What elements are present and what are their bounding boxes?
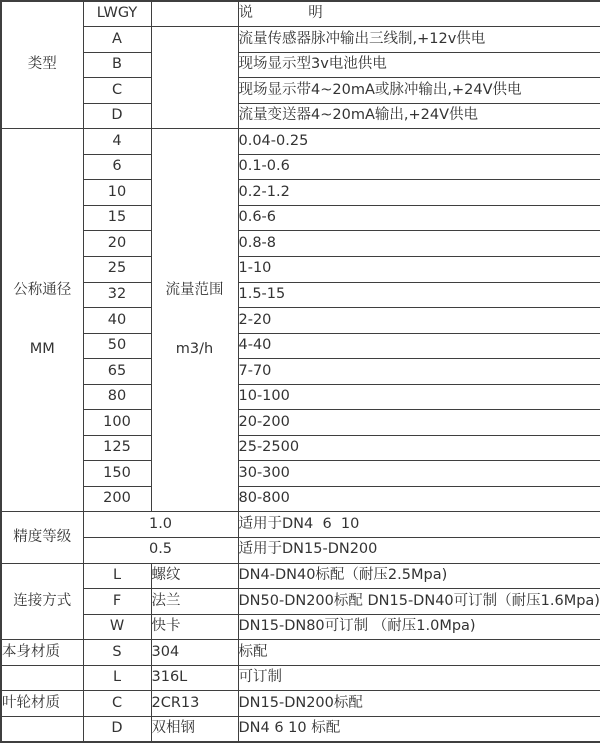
table-row: [1, 537, 600, 563]
table-row: [1, 614, 600, 640]
flow-range-cell: 0.04-0.25: [238, 129, 600, 155]
body-material-desc-cell: 可订制: [238, 665, 600, 691]
table-row: [1, 154, 600, 180]
diameter-code-cell: 15: [83, 205, 151, 231]
model-code-cell: LWGY: [83, 1, 151, 27]
connection-desc-cell: DN4-DN40标配（耐压2.5Mpa): [238, 563, 600, 589]
flow-range-cell: 2-20: [238, 308, 600, 334]
diameter-code-cell: 125: [83, 435, 151, 461]
diameter-code-cell: 25: [83, 256, 151, 282]
empty-cell: [151, 1, 238, 27]
section-label-impeller-material: 叶轮材质: [1, 691, 83, 717]
table-row: [1, 691, 600, 717]
flow-range-cell: 0.1-0.6: [238, 154, 600, 180]
impeller-code-cell: C: [83, 691, 151, 717]
flow-range-cell: 20-200: [238, 410, 600, 436]
flow-range-label-line2: m3/h: [175, 340, 214, 357]
diameter-code-cell: 10: [83, 180, 151, 206]
flow-range-cell: 1-10: [238, 256, 600, 282]
diameter-label-line1: 公称通径: [13, 282, 72, 299]
connection-code-cell: L: [83, 563, 151, 589]
table-row: [1, 231, 600, 257]
table-row: [1, 1, 600, 27]
connection-code-cell: F: [83, 589, 151, 615]
table-row: [1, 78, 600, 104]
connection-name-cell: 快卡: [151, 614, 238, 640]
flow-range-cell: 7-70: [238, 359, 600, 385]
connection-desc-cell: DN50-DN200标配 DN15-DN40可订制（耐压1.6Mpa): [238, 589, 600, 615]
diameter-code-cell: 100: [83, 410, 151, 436]
table-row: [1, 410, 600, 436]
diameter-code-cell: 50: [83, 333, 151, 359]
accuracy-value-cell: 1.0: [83, 512, 238, 538]
table-row: [1, 384, 600, 410]
flow-range-cell: 0.6-6: [238, 205, 600, 231]
flow-range-cell: 80-800: [238, 486, 600, 512]
diameter-code-cell: 200: [83, 486, 151, 512]
table-row: [1, 716, 600, 742]
flow-range-cell: 25-2500: [238, 435, 600, 461]
flow-range-cell: 10-100: [238, 384, 600, 410]
section-label-diameter: [1, 129, 83, 512]
type-desc-cell: 现场显示带4~20mA或脉冲输出,+24V供电: [238, 78, 600, 104]
connection-name-cell: 螺纹: [151, 563, 238, 589]
type-desc-cell: 流量变送器4~20mA输出,+24V供电: [238, 103, 600, 129]
flow-range-cell: 0.8-8: [238, 231, 600, 257]
accuracy-desc-cell: 适用于DN4 6 10: [238, 512, 600, 538]
flow-range-label-cell: [151, 129, 238, 512]
impeller-desc-cell: DN4 6 10 标配: [238, 716, 600, 742]
table-row: [1, 461, 600, 487]
body-material-desc-cell: 标配: [238, 640, 600, 666]
impeller-name-cell: 双相钢: [151, 716, 238, 742]
impeller-name-cell: 2CR13: [151, 691, 238, 717]
impeller-desc-cell: DN15-DN200标配: [238, 691, 600, 717]
section-label-body-material: 本身材质: [1, 640, 83, 666]
diameter-code-cell: 4: [83, 129, 151, 155]
table-row: [1, 333, 600, 359]
diameter-code-cell: 6: [83, 154, 151, 180]
type-desc-cell: 流量传感器脉冲输出三线制,+12v供电: [238, 27, 600, 53]
table-row: [1, 640, 600, 666]
table-row: [1, 308, 600, 334]
type-code-cell: D: [83, 103, 151, 129]
empty-cell: [1, 716, 83, 742]
diameter-label-line2: MM: [29, 340, 55, 357]
impeller-code-cell: D: [83, 716, 151, 742]
body-material-code-cell: L: [83, 665, 151, 691]
diameter-code-cell: 150: [83, 461, 151, 487]
connection-desc-cell: DN15-DN80可订制 （耐压1.0Mpa): [238, 614, 600, 640]
table-row: [1, 282, 600, 308]
body-material-name-cell: 316L: [151, 665, 238, 691]
accuracy-desc-cell: 适用于DN15-DN200: [238, 537, 600, 563]
table-row: [1, 359, 600, 385]
flow-range-cell: 0.2-1.2: [238, 180, 600, 206]
connection-code-cell: W: [83, 614, 151, 640]
table-row: [1, 435, 600, 461]
table-row: [1, 180, 600, 206]
desc-header-cell: 说 明: [238, 1, 600, 27]
diameter-code-cell: 40: [83, 308, 151, 334]
table-row: [1, 486, 600, 512]
table-row: [1, 563, 600, 589]
table-row: [1, 512, 600, 538]
table-row: [1, 129, 600, 155]
type-code-cell: C: [83, 78, 151, 104]
type-code-cell: A: [83, 27, 151, 53]
type-desc-cell: 现场显示型3v电池供电: [238, 52, 600, 78]
flow-range-cell: 30-300: [238, 461, 600, 487]
diameter-code-cell: 80: [83, 384, 151, 410]
section-label-accuracy: 精度等级: [1, 512, 83, 563]
table-row: [1, 665, 600, 691]
body-material-name-cell: 304: [151, 640, 238, 666]
table-row: [1, 256, 600, 282]
diameter-code-cell: 65: [83, 359, 151, 385]
table-row: [1, 103, 600, 129]
section-label-type: 类型: [1, 1, 83, 129]
section-label-connection: 连接方式: [1, 563, 83, 640]
diameter-code-cell: 32: [83, 282, 151, 308]
empty-cell: [1, 665, 83, 691]
body-material-code-cell: S: [83, 640, 151, 666]
connection-name-cell: 法兰: [151, 589, 238, 615]
table-row: [1, 27, 600, 53]
flow-range-cell: 1.5-15: [238, 282, 600, 308]
type-code-cell: B: [83, 52, 151, 78]
empty-cell: [151, 27, 238, 129]
flow-range-cell: 4-40: [238, 333, 600, 359]
table-row: [1, 589, 600, 615]
accuracy-value-cell: 0.5: [83, 537, 238, 563]
flow-range-label-line1: 流量范围: [165, 282, 224, 299]
table-row: [1, 205, 600, 231]
table-row: [1, 52, 600, 78]
diameter-code-cell: 20: [83, 231, 151, 257]
